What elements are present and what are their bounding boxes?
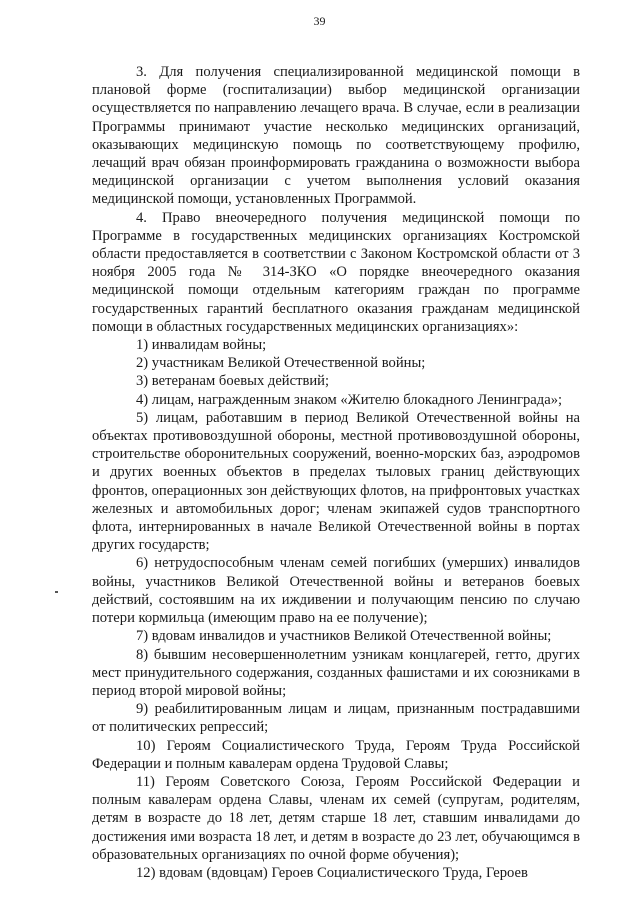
list-item-3: 3) ветеранам боевых действий;	[136, 373, 330, 390]
list-item-1: 1) инвалидам войны;	[136, 337, 267, 354]
list-item-5: 5) лицам, работавшим в период Великой Отечественной войны на объектах противовоздушной обороны, местной противовоздушной обороны, строительстве оборонительных сооружений, военно-морских баз, аэродромов и других военных объектов в пределах тыловых границ действующих фронтов, операционных зон действующих флотов, на прифронтовых участках железных и автомобильных дорог; членам экипажей судов транспортного флота, интернированных в начале Великой Отечественной войны в портах других государств;	[92, 409, 580, 554]
document-body	[92, 63, 580, 882]
list-item-2: 2) участникам Великой Отечественной войны;	[136, 355, 426, 372]
list-item-10: 10) Героям Социалистического Труда, Героям Труда Российской Федерации и полным кавалерам ордена Трудовой Славы;	[92, 737, 580, 772]
page-number: 39	[313, 14, 326, 28]
list-item-6: 6) нетрудоспособным членам семей погибших (умерших) инвалидов войны, участников Великой Отечественной войны и ветеранов боевых действий, состоявшим на их иждивении и получающим пенсию по случаю потери кормильца (имеющим право на ее получение);	[92, 555, 580, 627]
list-item-8: 8) бывшим несовершеннолетним узникам концлагерей, гетто, других мест принудительного содержания, созданных фашистами и их союзниками в период второй мировой войны;	[92, 646, 580, 699]
scan-mark	[55, 591, 58, 593]
list-item-7: 7) вдовам инвалидов и участников Великой Отечественной войны;	[136, 628, 552, 645]
paragraph-item-3: 3. Для получения специализированной медицинской помощи в плановой форме (госпитализации) выбор медицинской организации осуществляется по направлению лечащего врача. В случае, если в реализации Программы принимают участие несколько медицинских организаций, оказывающих медицинскую помощь по соответствующему профилю, лечащий врач обязан проинформировать гражданина о возможности выбора медицинской организации с учетом выполнения условий оказания медицинской помощи, установленных Программой.	[92, 64, 580, 208]
list-item-4: 4) лицам, награжденным знаком «Жителю блокадного Ленинграда»;	[136, 391, 563, 408]
list-item-11: 11) Героям Советского Союза, Героям Российской Федерации и полным кавалерам ордена Славы, членам их семей (супругам, родителям, детям в возрасте до 18 лет, детям старше 18 лет, ставшим инвалидами до достижения ими возраста 18 лет, и детям в возрасте до 23 лет, обучающимся в образовательных организациях по очной форме обучения);	[92, 773, 580, 863]
paragraph-item-4: 4. Право внеочередного получения медицинской помощи по Программе в государственных медицинских организациях Костромской области предоставляется в соответствии с Законом Костромской области от 3 ноября 2005 года № 314-ЗКО «О порядке внеочередного оказания медицинской помощи отдельным категориям граждан по программе государственных гарантий бесплатного оказания гражданам медицинской помощи в областных государственных медицинских организациях»:	[92, 209, 580, 335]
list-item-9: 9) реабилитированным лицам и лицам, признанным пострадавшими от политических репрессий;	[92, 701, 580, 736]
list-item-12: 12) вдовам (вдовцам) Героев Социалистического Труда, Героев	[136, 864, 528, 881]
